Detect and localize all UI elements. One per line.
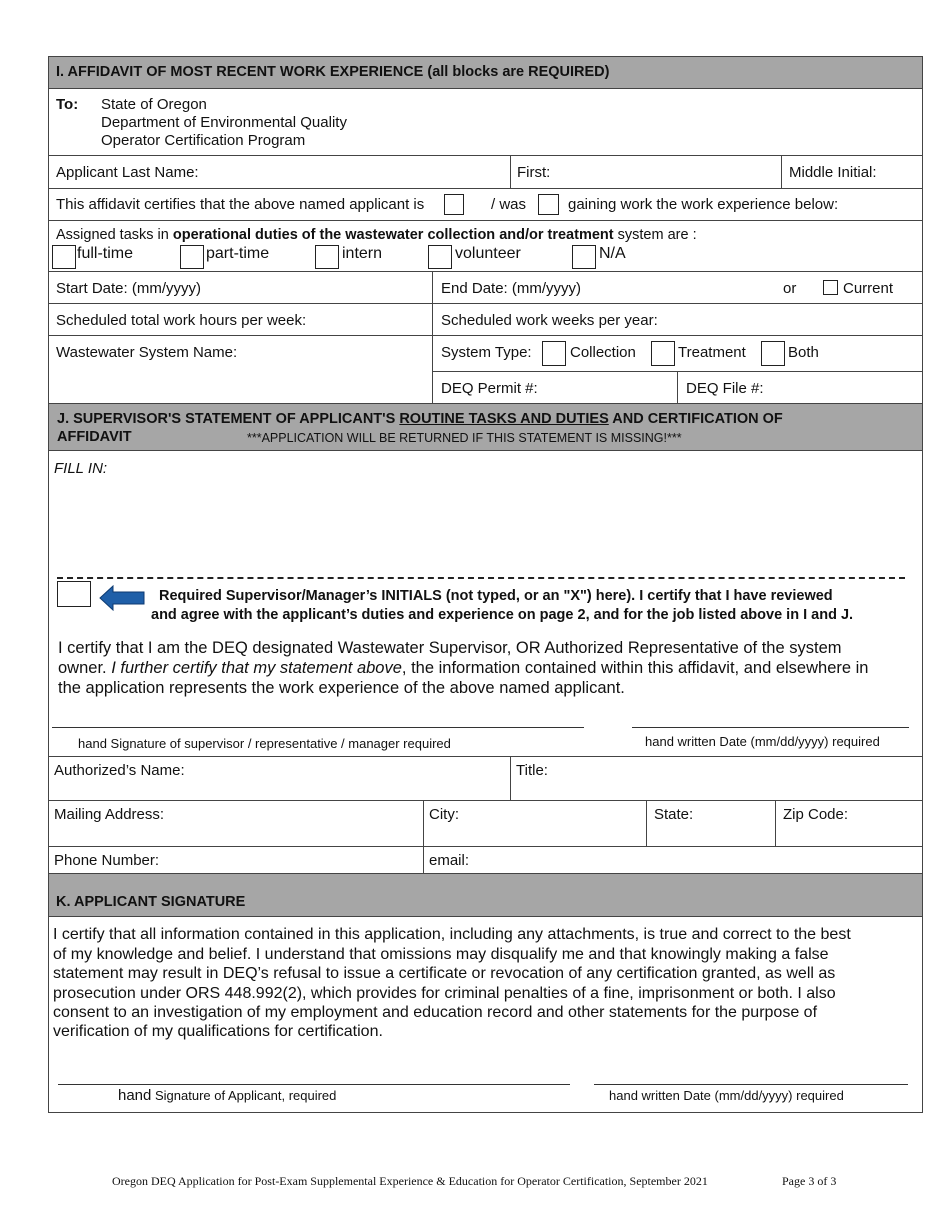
treatment-label: Treatment: [678, 344, 746, 361]
mailing-address-field[interactable]: Mailing Address:: [54, 806, 165, 823]
section-j-title-line2: AFFIDAVIT: [57, 429, 132, 445]
divider: [48, 188, 923, 189]
outer-border-right: [922, 56, 923, 1113]
certify-line-2: [58, 659, 868, 678]
divider: [510, 756, 511, 800]
applicant-cert-line-6: verification of my qualifications for certification.: [53, 1023, 383, 1040]
system-type-label: System Type:: [441, 344, 532, 361]
section-k-title: K. APPLICANT SIGNATURE: [56, 894, 246, 910]
tasks-pre: Assigned tasks in: [56, 227, 173, 243]
section-j-title: [57, 411, 783, 427]
divider: [48, 220, 923, 221]
section-i-title: I. AFFIDAVIT OF MOST RECENT WORK EXPERIENCE (all blocks are REQUIRED): [56, 64, 610, 80]
divider: [775, 800, 776, 846]
last-name-field[interactable]: Applicant Last Name:: [56, 164, 199, 181]
end-date-field[interactable]: End Date: (mm/yyyy): [441, 280, 582, 297]
applicant-date-line[interactable]: [594, 1084, 908, 1085]
permit-field[interactable]: DEQ Permit #:: [441, 380, 538, 397]
file-field[interactable]: DEQ File #:: [686, 380, 764, 397]
certify-2c: , the information contained within this affidavit, and elsewhere in: [401, 659, 869, 677]
divider: [48, 450, 923, 451]
state-field[interactable]: State:: [654, 806, 694, 823]
full-time-checkbox[interactable]: [52, 245, 76, 269]
footer-text: Oregon DEQ Application for Post-Exam Supplemental Experience & Education for Operator Certification, September 2021: [112, 1174, 708, 1188]
divider: [646, 800, 647, 846]
divider: [48, 846, 923, 847]
part-time-label: part-time: [206, 245, 270, 262]
city-field[interactable]: City:: [429, 806, 459, 823]
hours-field[interactable]: Scheduled total work hours per week:: [56, 312, 307, 329]
dashed-separator: [57, 577, 905, 579]
divider: [48, 335, 923, 336]
collection-checkbox[interactable]: [542, 341, 566, 366]
to-line-2: Department of Environmental Quality: [101, 114, 347, 131]
tasks-bold: operational duties of the wastewater collection and/or treatment: [172, 227, 614, 243]
na-label: N/A: [599, 245, 626, 262]
divider: [48, 1112, 923, 1113]
divider: [48, 756, 923, 757]
email-field[interactable]: email:: [429, 852, 470, 869]
section-j-title-pre: J. SUPERVISOR'S STATEMENT OF APPLICANT'S: [57, 411, 400, 427]
supervisor-signature-label: hand Signature of supervisor / representative / manager required: [78, 736, 451, 751]
authorized-name-field[interactable]: Authorized’s Name:: [54, 762, 185, 779]
initials-text-2: and agree with the applicant’s duties and experience on page 2, and for the job listed above in I and J.: [151, 607, 854, 623]
part-time-checkbox[interactable]: [180, 245, 204, 269]
section-j-title-underline: ROUTINE TASKS AND DUTIES: [399, 411, 609, 427]
initials-box[interactable]: [57, 581, 91, 607]
divider: [48, 800, 923, 801]
divider: [677, 371, 678, 403]
sig-rest: Signature of Applicant, required: [151, 1088, 337, 1103]
current-checkbox[interactable]: [823, 280, 838, 295]
divider: [48, 916, 923, 917]
middle-initial-field[interactable]: Middle Initial:: [789, 164, 877, 181]
treatment-checkbox[interactable]: [651, 341, 675, 366]
page-number: Page 3 of 3: [782, 1174, 837, 1188]
applicant-cert-line-1: I certify that all information contained in this application, including any attachments, is true and correct to the best: [53, 926, 851, 943]
supervisor-signature-line[interactable]: [52, 727, 584, 728]
divider: [48, 271, 923, 272]
divider: [48, 88, 923, 89]
collection-label: Collection: [570, 344, 636, 361]
initials-text-1: Required Supervisor/Manager’s INITIALS (not typed, or an "X") here). I certify that I have reviewed: [159, 588, 833, 604]
certifies-text: This affidavit certifies that the above named applicant is: [56, 196, 425, 213]
to-line-3: Operator Certification Program: [101, 132, 306, 149]
applicant-date-label: hand written Date (mm/dd/yyyy) required: [609, 1088, 844, 1103]
volunteer-checkbox[interactable]: [428, 245, 452, 269]
zip-code-field[interactable]: Zip Code:: [783, 806, 849, 823]
divider: [432, 271, 433, 403]
fill-in-area[interactable]: [55, 480, 905, 574]
divider: [48, 155, 923, 156]
supervisor-date-line[interactable]: [632, 727, 909, 728]
both-checkbox[interactable]: [761, 341, 785, 366]
weeks-field[interactable]: Scheduled work weeks per year:: [441, 312, 658, 329]
was-checkbox[interactable]: [538, 194, 559, 215]
certify-line-3: the application represents the work experience of the above named applicant.: [58, 679, 625, 697]
tasks-post: system are :: [613, 227, 697, 243]
both-label: Both: [788, 344, 819, 361]
fill-in-label: FILL IN:: [54, 460, 108, 477]
start-date-field[interactable]: Start Date: (mm/yyyy): [56, 280, 202, 297]
is-checkbox[interactable]: [444, 194, 464, 215]
system-name-field[interactable]: Wastewater System Name:: [56, 344, 238, 361]
sig-hand: hand: [118, 1087, 152, 1104]
divider: [48, 303, 923, 304]
supervisor-date-label: hand written Date (mm/dd/yyyy) required: [645, 734, 880, 749]
na-checkbox[interactable]: [572, 245, 596, 269]
section-j-warning: ***APPLICATION WILL BE RETURNED IF THIS STATEMENT IS MISSING!***: [247, 431, 682, 445]
first-name-field[interactable]: First:: [517, 164, 551, 181]
current-label: Current: [843, 280, 894, 297]
applicant-signature-line[interactable]: [58, 1084, 570, 1085]
was-text: / was: [491, 196, 527, 213]
title-field[interactable]: Title:: [516, 762, 548, 779]
to-label: To:: [56, 96, 79, 113]
full-time-label: full-time: [77, 245, 134, 262]
intern-checkbox[interactable]: [315, 245, 339, 269]
or-text: or: [783, 280, 797, 297]
applicant-cert-line-3: statement may result in DEQ’s refusal to issue a certificate or revocation of any certification granted, as well as: [53, 965, 836, 982]
certify-2b: I further certify that my statement above: [111, 659, 402, 677]
divider: [510, 155, 511, 188]
applicant-cert-line-5: consent to an investigation of my employment and education record and other statements for the purpose of: [53, 1004, 818, 1021]
divider: [781, 155, 782, 188]
applicant-signature-label: [118, 1087, 336, 1104]
certify-line-1: I certify that I am the DEQ designated Wastewater Supervisor, OR Authorized Representative of the system: [58, 639, 842, 657]
outer-border-left: [48, 56, 49, 1113]
intern-label: intern: [342, 245, 383, 262]
to-line-1: State of Oregon: [101, 96, 207, 113]
tasks-text: [56, 227, 697, 243]
section-j-title-post: AND CERTIFICATION OF: [608, 411, 783, 427]
applicant-cert-line-2: of my knowledge and belief. I understand that omissions may disqualify me and that knowingly making a false: [53, 946, 829, 963]
divider: [423, 800, 424, 873]
volunteer-label: volunteer: [455, 245, 521, 262]
certifies-text-2: gaining work the work experience below:: [568, 196, 839, 213]
arrow-icon: [99, 585, 145, 615]
phone-field[interactable]: Phone Number:: [54, 852, 160, 869]
certify-2a: owner.: [58, 659, 112, 677]
applicant-cert-line-4: prosecution under ORS 448.992(2), which provides for criminal penalties of a fine, imprisonment or both. I also: [53, 985, 836, 1002]
